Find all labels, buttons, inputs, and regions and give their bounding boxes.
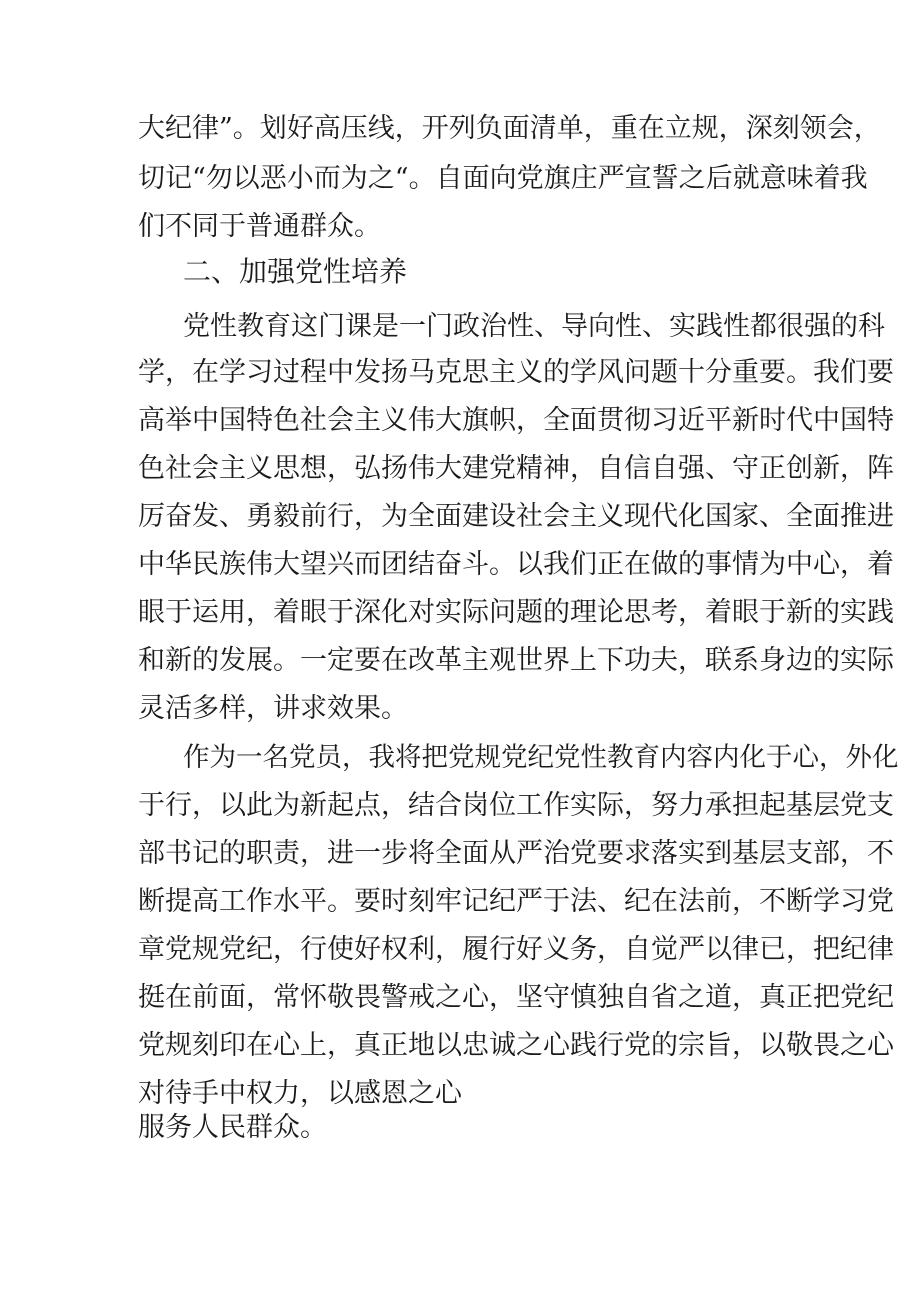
para2-line-1: 党性教育这门课是一门政治性、导向性、实践性都很强的科	[183, 311, 885, 342]
para3-line-1: 作为一名党员，我将把党规党纪党性教育内容内化于心，外化	[183, 742, 899, 773]
para2-line-3: 高举中国特色社会主义伟大旗帜，全面贯彻习近平新时代中国特	[138, 405, 894, 436]
para3-line-9: 服务人民群众。	[138, 1112, 327, 1143]
para1-line-2: 切记“勿以恶小而为之“。自面向党旗庄严宣誓之后就意味着我	[138, 163, 868, 194]
para2-line-6: 中华民族伟大望兴而团结奋斗。以我们正在做的事情为中心，着	[138, 549, 894, 580]
para3-line-6: 挺在前面，常怀敬畏警戒之心，坚守慎独自省之道，真正把党纪	[138, 982, 894, 1013]
para1-line-3: 们不同于普通群众。	[138, 211, 381, 242]
para3-line-5: 章党规党纪，行使好权利，履行好义务，自觉严以律已，把纪律	[138, 934, 894, 965]
para3-line-3: 部书记的职责，进一步将全面从严治党要求落实到基层支部，不	[138, 838, 894, 869]
para2-line-5: 厉奋发、勇毅前行，为全面建设社会主义现代化国家、全面推进	[138, 501, 894, 532]
para3-line-8: 对待手中权力，以感恩之心	[138, 1078, 462, 1109]
para2-line-2: 学，在学习过程中发扬马克思主义的学风问题十分重要。我们要	[138, 357, 894, 388]
para1-line-1: 大纪律”。划好高压线，开列负面清单，重在立规，深刻领会，	[138, 113, 881, 144]
para2-line-4: 色社会主义思想，弘扬伟大建党精神，自信自强、守正创新，阵	[138, 453, 894, 484]
para3-line-2: 于行，以此为新起点，结合岗位工作实际，努力承担起基层党支	[138, 790, 894, 821]
para2-line-9: 灵活多样，讲求效果。	[138, 693, 408, 724]
para2-line-8: 和新的发展。一定要在改革主观世界上下功夫，联系身边的实际	[138, 645, 894, 676]
para3-line-4: 断提高工作水平。要时刻牢记纪严于法、纪在法前，不断学习党	[138, 886, 894, 917]
para3-line-7: 党规刻印在心上，真正地以忠诚之心践行党的宗旨，以敬畏之心	[138, 1030, 894, 1061]
para2-line-7: 眼于运用，着眼于深化对实际问题的理论思考，着眼于新的实践	[138, 597, 894, 628]
section-heading: 二、加强党性培养	[183, 255, 408, 288]
